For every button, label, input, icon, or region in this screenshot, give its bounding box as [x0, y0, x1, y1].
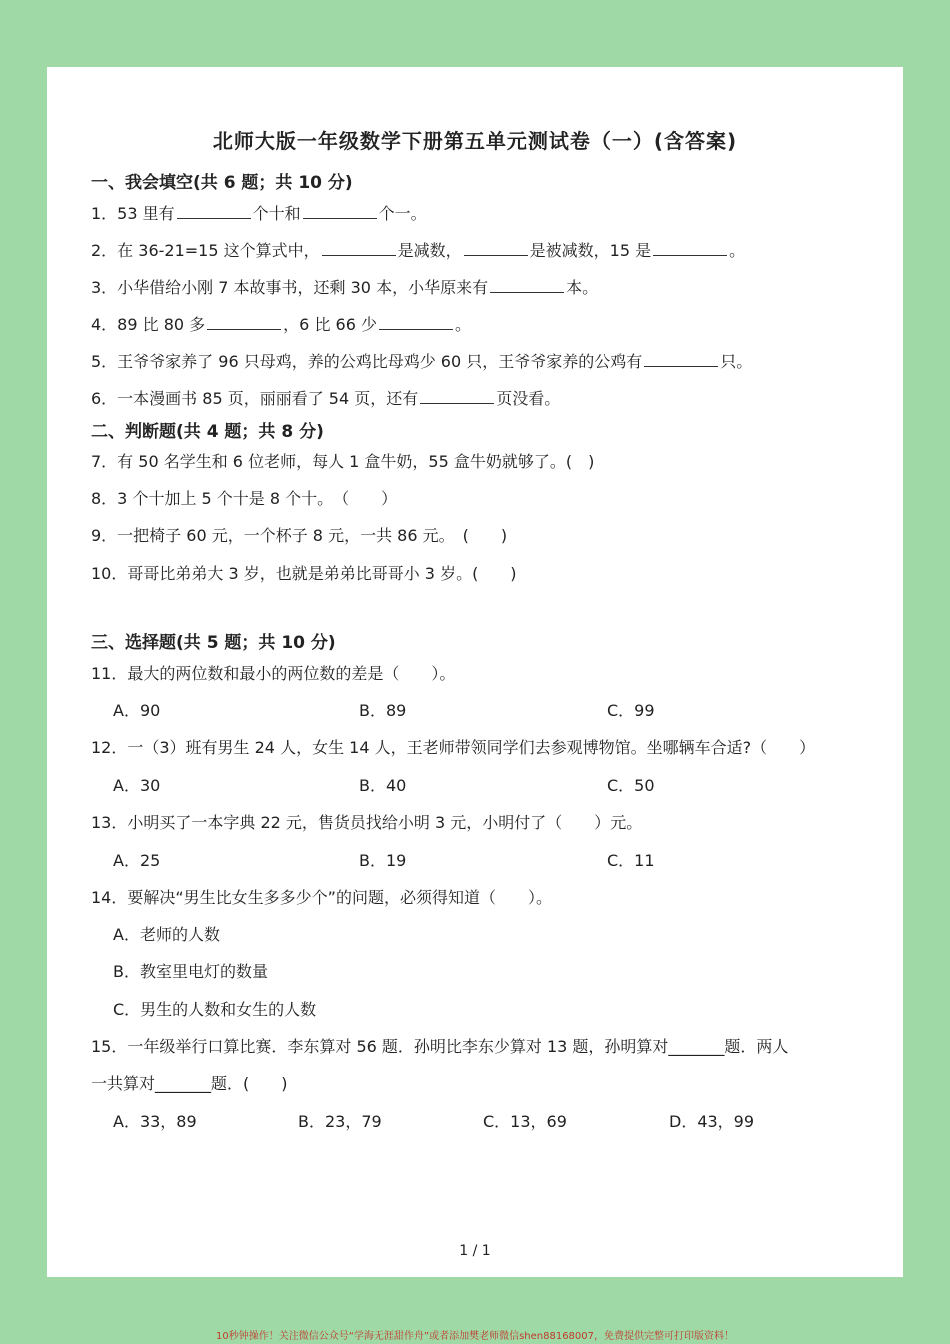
- question-5: 5．王爷爷家养了 96 只母鸡，养的公鸡比母鸡少 60 只，王爷爷家养的公鸡有 只。: [91, 352, 753, 371]
- question-8: 8．3 个十加上 5 个十是 8 个十。 （ ）: [91, 489, 398, 508]
- option-c: C．50: [607, 776, 655, 795]
- question-11: 11．最大的两位数和最小的两位数的差是（ ）。: [91, 664, 456, 683]
- option-c: C．99: [607, 701, 655, 720]
- option-c: C．13，69: [483, 1112, 567, 1131]
- answer-blank: [177, 217, 251, 219]
- option-c: C．11: [607, 851, 655, 870]
- answer-blank: [207, 328, 281, 330]
- question-2: 2．在 36-21=15 这个算式中， 是减数， 是被减数，15 是 。: [91, 241, 746, 260]
- section-multiple-choice: 三、选择题(共 5 题；共 10 分): [91, 633, 336, 653]
- option-b: B．23，79: [298, 1112, 382, 1131]
- option-c: C．男生的人数和女生的人数: [113, 1000, 317, 1019]
- answer-blank: [464, 254, 528, 256]
- question-15: 15．一年级举行口算比赛．李东算对 56 题．孙明比李东少算对 13 题，孙明算对_______题．两人: [91, 1037, 789, 1056]
- question-4: 4．89 比 80 多 ，6 比 66 少 。: [91, 315, 471, 334]
- answer-blank: [644, 365, 718, 367]
- option-a: A．30: [113, 776, 161, 795]
- question-1: 1．53 里有 个十和 个一。: [91, 204, 427, 223]
- answer-blank: [653, 254, 727, 256]
- page-number: 1 / 1: [459, 1243, 491, 1259]
- option-a: A．25: [113, 851, 161, 870]
- answer-blank: [420, 402, 494, 404]
- question-6: 6．一本漫画书 85 页，丽丽看了 54 页，还有 页没看。: [91, 389, 561, 408]
- answer-blank: [303, 217, 377, 219]
- question-12: 12．一（3）班有男生 24 人，女生 14 人，王老师带领同学们去参观博物馆。坐哪辆车合适?（ ）: [91, 738, 816, 757]
- answer-blank: [490, 291, 564, 293]
- option-b: B．40: [359, 776, 407, 795]
- question-3: 3．小华借给小刚 7 本故事书，还剩 30 本，小华原来有 本。: [91, 278, 599, 297]
- option-d: D．43，99: [669, 1112, 755, 1131]
- question-15-continued: 一共算对_______题．( ): [91, 1074, 288, 1093]
- question-14: 14．要解决“男生比女生多多少个”的问题，必须得知道（ ）。: [91, 888, 552, 907]
- option-b: B．教室里电灯的数量: [113, 962, 268, 981]
- option-a: A．90: [113, 701, 161, 720]
- option-b: B．89: [359, 701, 407, 720]
- option-b: B．19: [359, 851, 407, 870]
- page-title: 北师大版一年级数学下册第五单元测试卷（一）(含答案): [212, 129, 738, 153]
- question-13: 13．小明买了一本字典 22 元，售货员找给小明 3 元，小明付了（ ）元。: [91, 813, 643, 832]
- question-7: 7．有 50 名学生和 6 位老师，每人 1 盒牛奶，55 盒牛奶就够了。( ): [91, 452, 595, 471]
- question-10: 10．哥哥比弟弟大 3 岁，也就是弟弟比哥哥小 3 岁。( ): [91, 564, 517, 583]
- question-9: 9．一把椅子 60 元，一个杯子 8 元，一共 86 元。 ( ): [91, 526, 508, 545]
- option-a: A．33，89: [113, 1112, 197, 1131]
- section-fill-in: 一、我会填空(共 6 题；共 10 分): [91, 173, 353, 193]
- option-a: A．老师的人数: [113, 925, 220, 944]
- section-true-false: 二、判断题(共 4 题；共 8 分): [91, 422, 324, 442]
- answer-blank: [379, 328, 453, 330]
- exam-paper: [47, 67, 903, 1277]
- footer-notice: 10秒钟操作！关注微信公众号“学海无涯甜作舟”或者添加樊老师微信shen88168007，免费提供完整可打印版资料！: [215, 1331, 735, 1342]
- answer-blank: [322, 254, 396, 256]
